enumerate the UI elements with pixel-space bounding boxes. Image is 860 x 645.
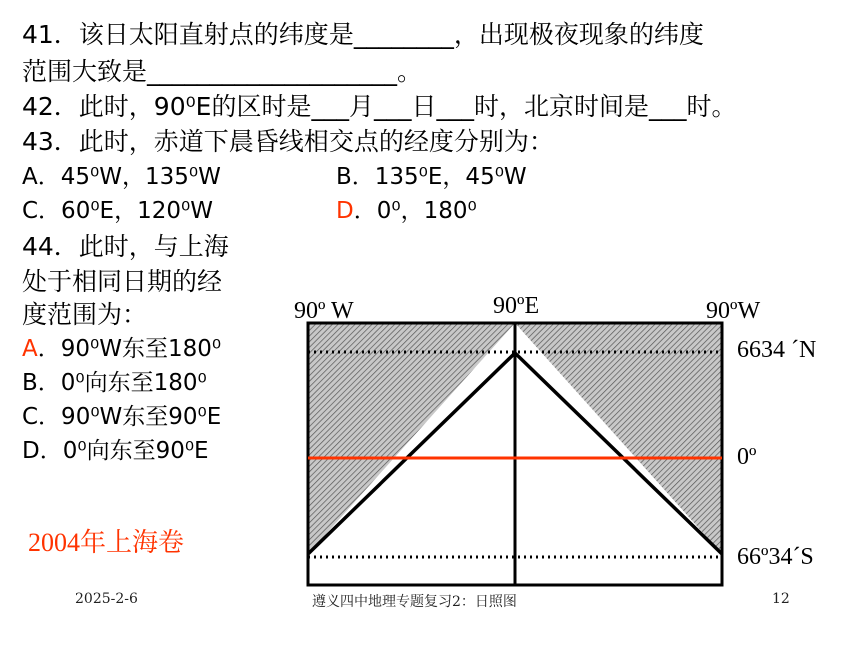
label-arctic: 6634 ´N [737, 337, 817, 363]
q44-stem-line1: 44．此时，与上海 [22, 232, 229, 261]
night-region-right [515, 323, 722, 554]
q44-option-a-letter: A [22, 336, 38, 362]
label-antarctic: 66º34´S [737, 544, 814, 570]
q43-option-b: B．135⁰E，45⁰W [336, 164, 527, 190]
label-90e: 90ºE [493, 293, 540, 319]
q44-option-d: D．0⁰向东至90⁰E [22, 438, 209, 464]
label-90w-left: 90º W [294, 298, 354, 324]
footer-page-number: 12 [772, 591, 790, 607]
q43-option-c: C．60⁰E，120⁰W [22, 198, 213, 224]
q41-line1: 41．该日太阳直射点的纬度是________，出现极夜现象的纬度 [22, 20, 704, 49]
q44-stem-line3: 度范围为： [22, 300, 148, 329]
q41-line2: 范围大致是____________________。 [22, 57, 423, 86]
source-label: 2004年上海卷 [28, 528, 185, 557]
q43-option-d-letter: D [336, 198, 354, 224]
q43-option-a: A．45⁰W，135⁰W [22, 164, 221, 190]
footer-date: 2025-2-6 [75, 591, 138, 607]
footer-title: 遵义四中地理专题复习2：日照图 [312, 594, 517, 610]
q43-option-d-text: ．0⁰，180⁰ [353, 198, 477, 224]
q44-option-c: C．90⁰W东至90⁰E [22, 404, 222, 430]
label-90w-right: 90ºW [706, 298, 761, 324]
q42-text: 42．此时，90⁰E的区时是___月___日___时，北京时间是___时。 [22, 92, 737, 121]
night-region-left [308, 323, 515, 554]
q44-option-b: B．0⁰向东至180⁰ [22, 370, 207, 396]
label-equator: 0º [737, 444, 757, 470]
q44-stem-line2: 处于相同日期的经 [22, 267, 223, 296]
q43-stem: 43．此时，赤道下晨昏线相交点的经度分别为： [22, 127, 554, 156]
q44-option-a-text: ．90⁰W东至180⁰ [37, 336, 222, 362]
